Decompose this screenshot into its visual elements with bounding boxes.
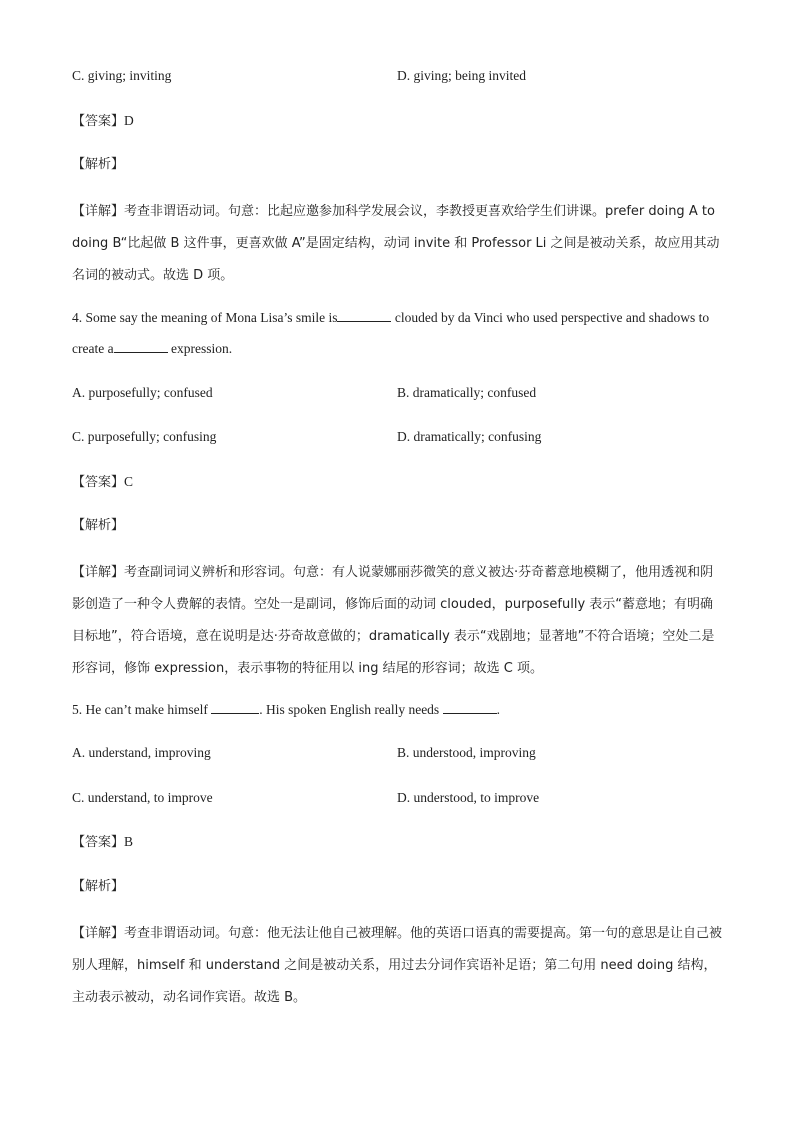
q4-analysis-tag: 【解析】 [72, 518, 125, 533]
q3-option-d: D. giving; being invited [397, 68, 526, 83]
answer-tag: 【答案】 [72, 114, 125, 129]
q5-option-b: B. understood, improving [397, 745, 536, 760]
q4-option-d: D. dramatically; confusing [397, 429, 542, 444]
q4-option-b: B. dramatically; confused [397, 385, 537, 400]
q5-answer-line [72, 832, 133, 853]
q5-blank-1 [211, 699, 259, 714]
q5-blank-2 [443, 699, 497, 714]
q5-stem-part3: . [496, 702, 500, 717]
q4-stem-part2: clouded by da Vinci who used perspective and shadows to create a [72, 310, 710, 356]
q3-detail [72, 195, 724, 291]
detail-tag: 【详解】 [72, 926, 125, 941]
q5-answer-value: B [124, 834, 134, 849]
q4-detail [72, 556, 724, 684]
q5-option-a: A. understand, improving [72, 745, 211, 760]
q5-stem-part2: . His spoken English really needs [259, 702, 443, 717]
q4-detail-text: 考查副词词义辨析和形容词。句意：有人说蒙娜丽莎微笑的意义被达·芬奇蓄意地模糊了，他用透视和阴影创造了一种令人费解的表情。空处一是副词，修饰后面的动词 clouded，purposefully 表示“蓄意地；有明确目标地”，符合语境，意在说明是达·芬奇故意做的；dramatically 表示“戏剧地；显著地”不符合语境；空处二是形容词，修饰 expression，表示事物的特征用以 ing 结尾的形容词；故选 C 项。 [72, 565, 715, 676]
q4-answer-line [72, 472, 133, 493]
q5-analysis-tag: 【解析】 [72, 879, 125, 894]
detail-tag: 【详解】 [72, 204, 125, 219]
q4-answer-value: C [124, 474, 134, 489]
q5-option-d: D. understood, to improve [397, 790, 540, 805]
q5-stem-part1: 5. He can’t make himself [72, 702, 212, 717]
q5-stem [72, 699, 500, 720]
q3-answer-line [72, 111, 134, 132]
q5-detail [72, 917, 724, 1013]
q4-option-a: A. purposefully; confused [72, 385, 213, 400]
q5-option-c: C. understand, to improve [72, 790, 213, 805]
q4-option-c: C. purposefully; confusing [72, 429, 217, 444]
q5-detail-text: 考查非谓语动词。句意：他无法让他自己被理解。他的英语口语真的需要提高。第一句的意思是让自己被别人理解，himself 和 understand 之间是被动关系，用过去分词作宾语补足语；第二句用 need doing 结构，主动表示被动，动名词作宾语。故选 B。 [72, 926, 723, 1005]
q3-answer-value: D [124, 113, 134, 128]
q4-stem [72, 302, 724, 364]
q3-detail-text: 考查非谓语动词。句意：比起应邀参加科学发展会议，李教授更喜欢给学生们讲课。prefer doing A to doing B“比起做 B 这件事，更喜欢做 A”是固定结构，动词 invite 和 Professor Li 之间是被动关系，故应用其动名词的被动式。故选 D 项。 [72, 204, 720, 283]
q3-analysis-tag: 【解析】 [72, 157, 125, 172]
q4-stem-part3: expression. [167, 341, 233, 356]
q4-blank-1 [337, 307, 391, 322]
q4-stem-part1: 4. Some say the meaning of Mona Lisa’s smile is [72, 310, 338, 325]
q4-blank-2 [114, 338, 168, 353]
answer-tag: 【答案】 [72, 475, 125, 490]
detail-tag: 【详解】 [72, 565, 125, 580]
answer-tag: 【答案】 [72, 835, 125, 850]
q3-option-c: C. giving; inviting [72, 68, 172, 83]
